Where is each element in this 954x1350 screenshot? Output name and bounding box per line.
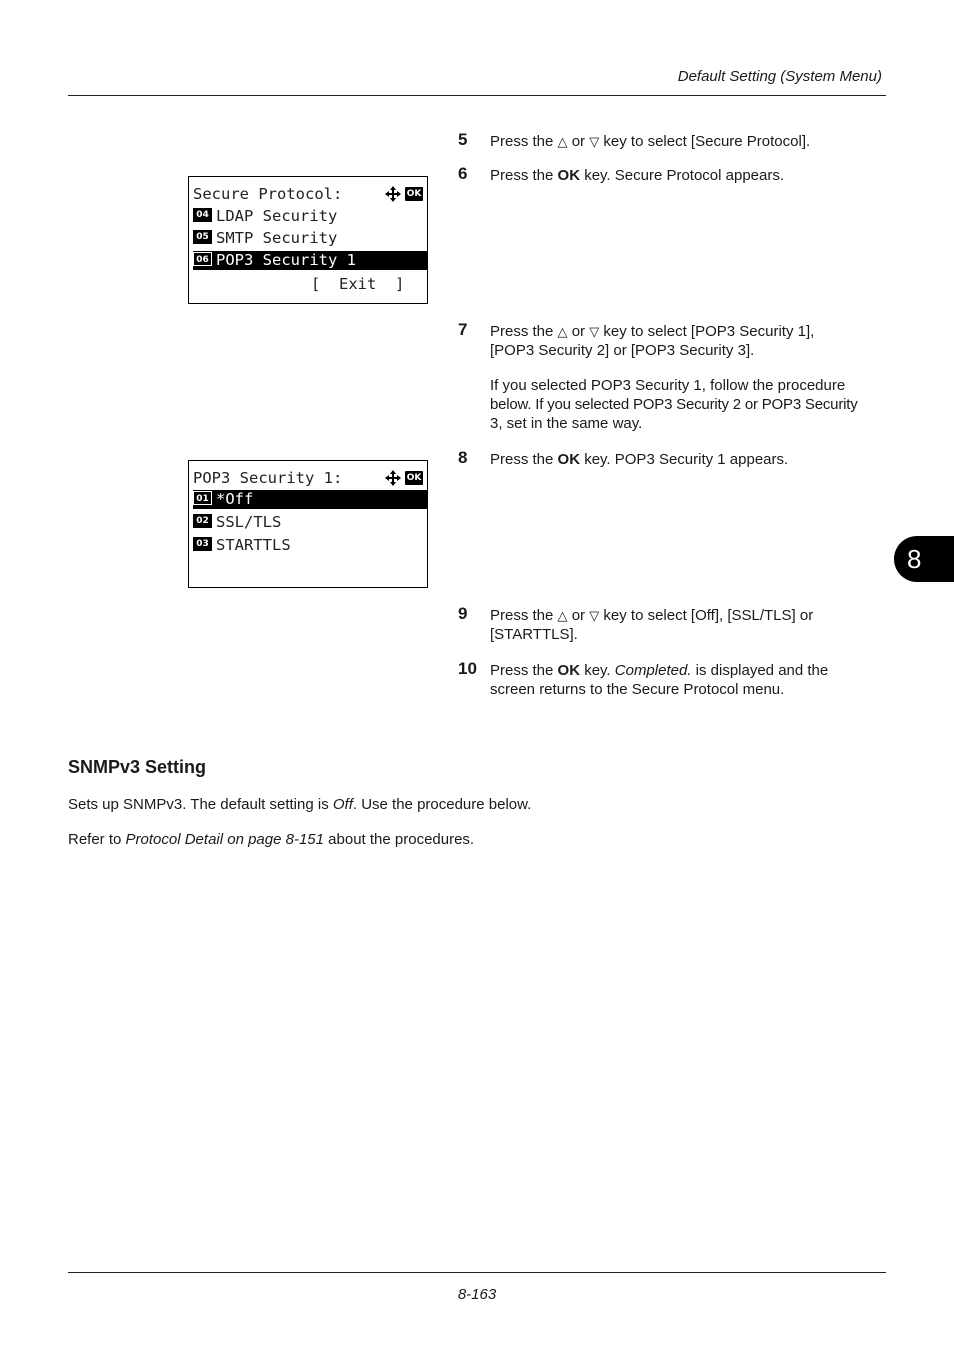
up-arrow-key-icon: △: [557, 324, 568, 339]
footer-rule: [68, 1272, 886, 1273]
navigation-arrows-icon: [384, 185, 402, 203]
navigation-arrows-icon: [384, 469, 402, 487]
step-7-note: If you selected POP3 Security 1, follow the procedure below. If you selected POP3 Security 2 or POP3 Security 3, set in the same way.: [490, 377, 858, 432]
lcd-menu-item: 05 SMTP Security: [193, 229, 427, 248]
up-arrow-key-icon: △: [557, 608, 568, 623]
header-rule: [68, 95, 886, 96]
lcd-menu-item: 04 LDAP Security: [193, 207, 427, 226]
section-paragraph-2: Refer to Protocol Detail on page 8-151 about the procedures.: [68, 831, 475, 848]
ok-key-icon: OK: [406, 473, 422, 483]
chapter-tab: 8: [894, 536, 954, 582]
lcd-softkey-exit: [ Exit ]: [311, 275, 405, 293]
lcd-pop3-security: [188, 460, 428, 588]
lcd-title-icons: [384, 469, 423, 487]
down-arrow-key-icon: ▽: [589, 134, 600, 149]
ok-key-icon: OK: [406, 189, 422, 199]
header-title: Default Setting (System Menu): [677, 68, 882, 85]
section-heading: SNMPv3 Setting: [68, 757, 207, 777]
up-arrow-key-icon: △: [557, 134, 568, 149]
cross-reference: Protocol Detail on page 8-151: [125, 831, 324, 848]
lcd-title: Secure Protocol:: [193, 185, 343, 203]
lcd-title: POP3 Security 1:: [193, 469, 343, 487]
lcd-menu-item: 02 SSL/TLS: [193, 513, 427, 532]
lcd-menu-item-selected: 06 POP3 Security 1: [193, 251, 427, 270]
lcd-menu-item-selected: 01 *Off: [193, 490, 427, 509]
lcd-title-icons: [384, 185, 423, 203]
lcd-menu-item: 03 STARTTLS: [193, 536, 427, 555]
down-arrow-key-icon: ▽: [589, 608, 600, 623]
page-number: 8-163: [457, 1286, 497, 1303]
down-arrow-key-icon: ▽: [589, 324, 600, 339]
section-paragraph-1: Sets up SNMPv3. The default setting is Off. Use the procedure below.: [68, 796, 532, 813]
lcd-secure-protocol: [188, 176, 428, 304]
